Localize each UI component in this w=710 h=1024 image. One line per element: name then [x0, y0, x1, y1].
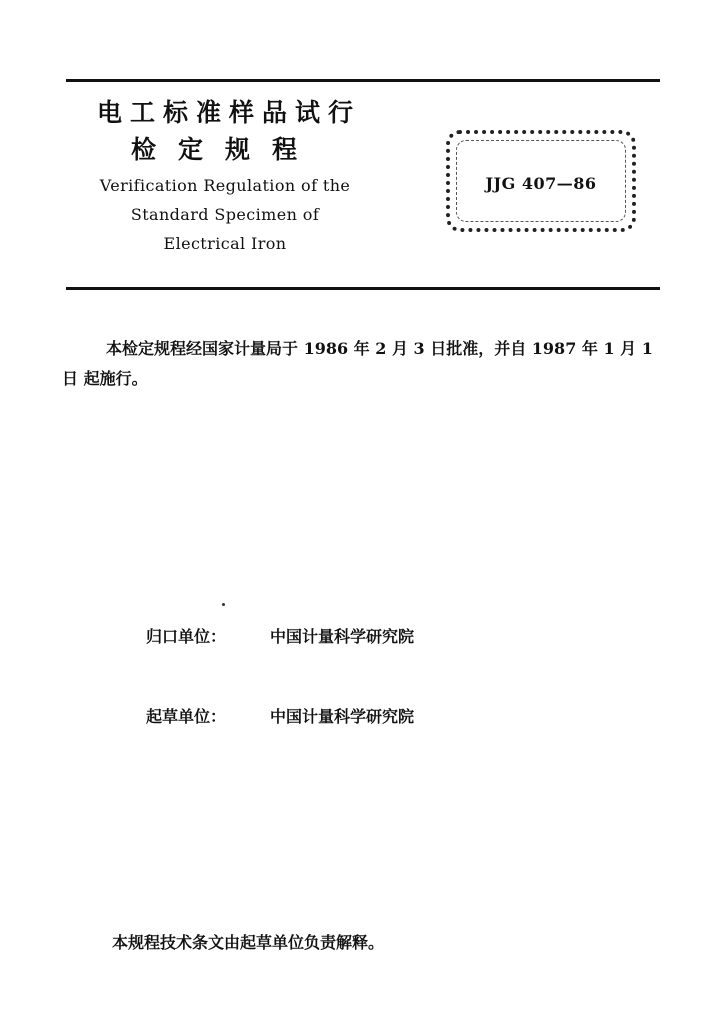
stray-dot — [222, 603, 225, 606]
title-en-line3: Electrical Iron — [163, 234, 287, 253]
drafting-unit-value: 中国计量科学研究院 — [270, 707, 415, 726]
drafting-unit-row — [146, 704, 414, 727]
responsible-unit-label: 归口单位： — [146, 627, 227, 646]
bottom-rule — [66, 287, 660, 290]
title-block — [60, 96, 390, 258]
title-cn-line1: 电工标准样品试行 — [96, 98, 361, 127]
approval-statement: 本检定规程经国家计量局于 1986 年 2 月 3 日批准，并自 1987 年 1 月 1 日 起施行。 — [62, 339, 653, 388]
responsible-unit-value: 中国计量科学研究院 — [270, 627, 415, 646]
interpretation-note: 本规程技术条文由起草单位负责解释。 — [112, 933, 385, 952]
top-rule — [66, 79, 660, 82]
regulation-code: JJG 407—86 — [485, 174, 597, 193]
responsible-unit-row — [146, 624, 414, 647]
title-cn-line2: 检定规程 — [130, 135, 319, 164]
drafting-unit-label: 起草单位： — [146, 707, 227, 726]
regulation-code-frame — [446, 130, 636, 232]
title-en-line1: Verification Regulation of the — [99, 176, 351, 195]
title-en-line2: Standard Specimen of — [130, 205, 320, 224]
